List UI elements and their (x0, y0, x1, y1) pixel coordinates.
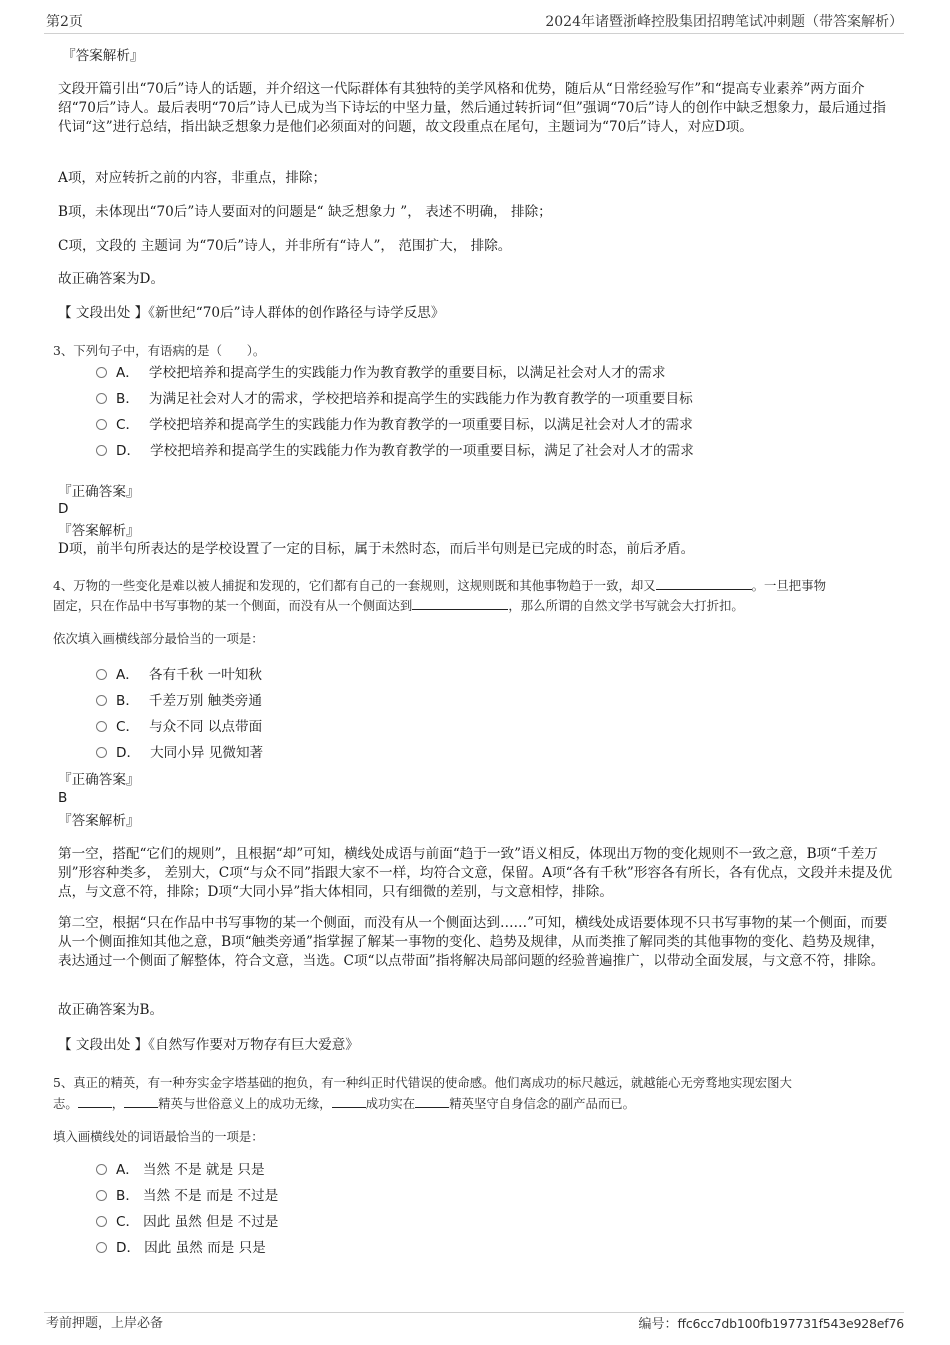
q4-analysis-para2: 第二空，根据“只在作品中书写事物的某一个侧面，而没有从一个侧面达到……”可知，横线处成语要体现不只书写事物的某一个侧面，而要从一个侧面推知其他之意，B项“触类旁通”指掌握了解某一事物的变化、趋势及规律，从而类推了解同类的其他事物的变化、趋势及规律，表达通过一个侧面了解整体，符合文意，当选。C项“以点带面”指将解决局部问题的经验普遍推广，以带动全面发展，与文意不符，排除。 (58, 915, 888, 969)
q4-analysis-para1: 第一空，搭配“它们的规则”，且根据“却”可知，横线处成语与前面“趋于一致”语义相反，体现出万物的变化规则不一致之意，B项“千差万别”形容种类多， 差别大，C项“与众不同”指跟大家不一样，均符合文意，保留。A项“各有千秋”形容各有所长，各有优点，文段并未提及优点，与文意不符，排除；D项“大同小异”指大体相同，只有细微的差别，与文意相悖，排除。 (58, 846, 893, 900)
page-number: 第2页 (46, 14, 83, 30)
q4-source: 【 文段出处 】《自然写作要对万物存有巨大爱意》 (58, 1037, 359, 1053)
radio-icon[interactable] (96, 747, 107, 758)
q5-stem-text: 精英坚守自身信念的副产品而已。 (449, 1096, 636, 1111)
q5-stem-line2 (53, 1094, 635, 1113)
fill-blank[interactable] (412, 598, 508, 610)
q2-analysis-text: 文段开篇引出“70后”诗人的话题，并介绍这一代际群体有其独特的美学风格和优势，随后从“日常经验写作”和“提高专业素养”两方面介绍“70后”诗人。最后表明“70后”诗人已成为当下诗坛的中坚力量，然后通过转折词“但”强调“70后”诗人的创作中缺乏想象力，最后通过指代词“这”进行总结，指出缺乏想象力是他们必须面对的问题，故文段重点在尾句，主题词为“70后”诗人，对应D项。 (58, 81, 886, 135)
q5-stem-text: 精英与世俗意义上的成功无缘， (158, 1096, 332, 1111)
fill-blank[interactable] (656, 578, 752, 590)
option-text: 当然 不是 而是 不过是 (142, 1188, 279, 1204)
option-key: A． (116, 365, 139, 381)
q2-source: 【 文段出处 】《新世纪“70后”诗人群体的创作路径与诗学反思》 (58, 305, 445, 321)
q3-stem: 3、下列句子中，有语病的是（ ）。 (53, 343, 266, 358)
q2-option-b-note: B项，未体现出“70后”诗人要面对的问题是“ 缺乏想象力 ”， 表述不明确， 排除； (58, 204, 552, 220)
q5-stem-text: ， (111, 1096, 125, 1111)
document-title: 2024年诸暨浙峰控股集团招聘笔试冲刺题（带答案解析） (545, 14, 903, 30)
header-divider (44, 33, 904, 34)
footer-divider (44, 1312, 904, 1313)
footer-code-value: ffc6cc7db100fb197731f543e928ef76 (677, 1316, 904, 1331)
option-key: D． (116, 1240, 141, 1256)
q3-option-a[interactable] (96, 364, 665, 383)
option-key: C． (116, 719, 140, 735)
option-text: 千差万别 触类旁通 (148, 693, 262, 709)
option-text: 与众不同 以点带面 (149, 719, 263, 735)
option-key: A． (116, 1162, 139, 1178)
option-text: 学校把培养和提高学生的实践能力作为教育教学的一项重要目标，满足了社会对人才的需求 (150, 443, 694, 459)
fill-blank[interactable] (415, 1096, 449, 1108)
option-text: 因此 虽然 但是 不过是 (143, 1214, 279, 1230)
q5-stem-text: 成功实在 (365, 1096, 416, 1111)
q4-option-a[interactable] (96, 666, 262, 685)
radio-icon[interactable] (96, 1216, 107, 1227)
q4-stem-line1 (53, 576, 826, 595)
q2-analysis-label: 『答案解析』 (62, 48, 144, 64)
q4-option-d[interactable] (96, 744, 263, 763)
q2-conclusion: 故正确答案为D。 (58, 271, 165, 287)
q3-analysis-label: 『答案解析』 (58, 523, 140, 539)
q5-option-a[interactable] (96, 1161, 265, 1180)
radio-icon[interactable] (96, 1164, 107, 1175)
q4-stem-line2 (53, 596, 744, 615)
option-key: D． (116, 745, 141, 761)
option-text: 大同小异 见微知著 (150, 745, 264, 761)
q3-option-d[interactable] (96, 442, 694, 461)
radio-icon[interactable] (96, 419, 107, 430)
q2-option-c-note: C项，文段的 主题词 为“70后”诗人，并非所有“诗人”， 范围扩大， 排除。 (58, 238, 512, 254)
q3-option-b[interactable] (96, 390, 693, 409)
q2-option-a-note: A项，对应转折之前的内容，非重点，排除； (58, 170, 327, 186)
option-text: 为满足社会对人才的需求，学校把培养和提高学生的实践能力作为教育教学的一项重要目标 (148, 391, 693, 407)
q5-option-b[interactable] (96, 1187, 278, 1206)
option-key: D． (116, 443, 141, 459)
fill-blank[interactable] (78, 1096, 112, 1108)
q5-stem-text: 志。 (53, 1096, 78, 1111)
radio-icon[interactable] (96, 1190, 107, 1201)
option-key: B． (116, 391, 139, 407)
option-text: 学校把培养和提高学生的实践能力作为教育教学的一项重要目标，以满足社会对人才的需求 (149, 417, 693, 433)
option-key: C． (116, 417, 140, 433)
radio-icon[interactable] (96, 445, 107, 456)
q4-option-b[interactable] (96, 692, 262, 711)
q5-option-d[interactable] (96, 1239, 266, 1258)
q3-answer-label: 『正确答案』 (58, 484, 140, 500)
q4-answer: B (58, 790, 68, 806)
footer-slogan: 考前押题，上岸必备 (46, 1316, 164, 1331)
radio-icon[interactable] (96, 393, 107, 404)
option-text: 当然 不是 就是 只是 (142, 1162, 265, 1178)
fill-blank[interactable] (332, 1096, 366, 1108)
option-key: A． (116, 667, 139, 683)
option-text: 因此 虽然 而是 只是 (144, 1240, 266, 1256)
radio-icon[interactable] (96, 367, 107, 378)
q4-analysis-label: 『答案解析』 (58, 813, 140, 829)
q4-conclusion: 故正确答案为B。 (58, 1002, 164, 1018)
q5-instruction: 填入画横线处的词语最恰当的一项是： (53, 1129, 264, 1144)
q3-option-c[interactable] (96, 416, 693, 435)
q4-instruction: 依次填入画横线部分最恰当的一项是： (53, 631, 264, 646)
q4-stem-text: 。一旦把事物 (751, 578, 826, 593)
radio-icon[interactable] (96, 695, 107, 706)
option-key: B． (116, 693, 139, 709)
q5-option-c[interactable] (96, 1213, 278, 1232)
q3-answer: D (58, 501, 69, 517)
option-key: C． (116, 1214, 140, 1230)
q5-stem-line1: 5、真正的精英，有一种夯实金字塔基础的抱负，有一种纠正时代错误的使命感。他们离成功的标尺越远，就越能心无旁骛地实现宏图大 (53, 1075, 792, 1090)
q4-option-c[interactable] (96, 718, 262, 737)
q4-stem-text: ，那么所谓的自然文学书写就会大打折扣。 (508, 598, 744, 613)
radio-icon[interactable] (96, 669, 107, 680)
q4-answer-label: 『正确答案』 (58, 772, 140, 788)
q4-stem-text: 4、万物的一些变化是难以被人捕捉和发现的，它们都有自己的一套规则，这规则既和其他事物趋于一致，却又 (53, 578, 656, 593)
radio-icon[interactable] (96, 1242, 107, 1253)
option-text: 学校把培养和提高学生的实践能力作为教育教学的重要目标，以满足社会对人才的需求 (148, 365, 666, 381)
q3-analysis: D项，前半句所表达的是学校设置了一定的目标，属于未然时态，而后半句则是已完成的时态，前后矛盾。 (58, 541, 695, 557)
q4-stem-text: 固定，只在作品中书写事物的某一个侧面，而没有从一个侧面达到 (53, 598, 413, 613)
footer-code (638, 1315, 904, 1334)
option-text: 各有千秋 一叶知秋 (148, 667, 262, 683)
option-key: B． (116, 1188, 139, 1204)
footer-code-label: 编号： (638, 1317, 678, 1332)
radio-icon[interactable] (96, 721, 107, 732)
fill-blank[interactable] (124, 1096, 158, 1108)
